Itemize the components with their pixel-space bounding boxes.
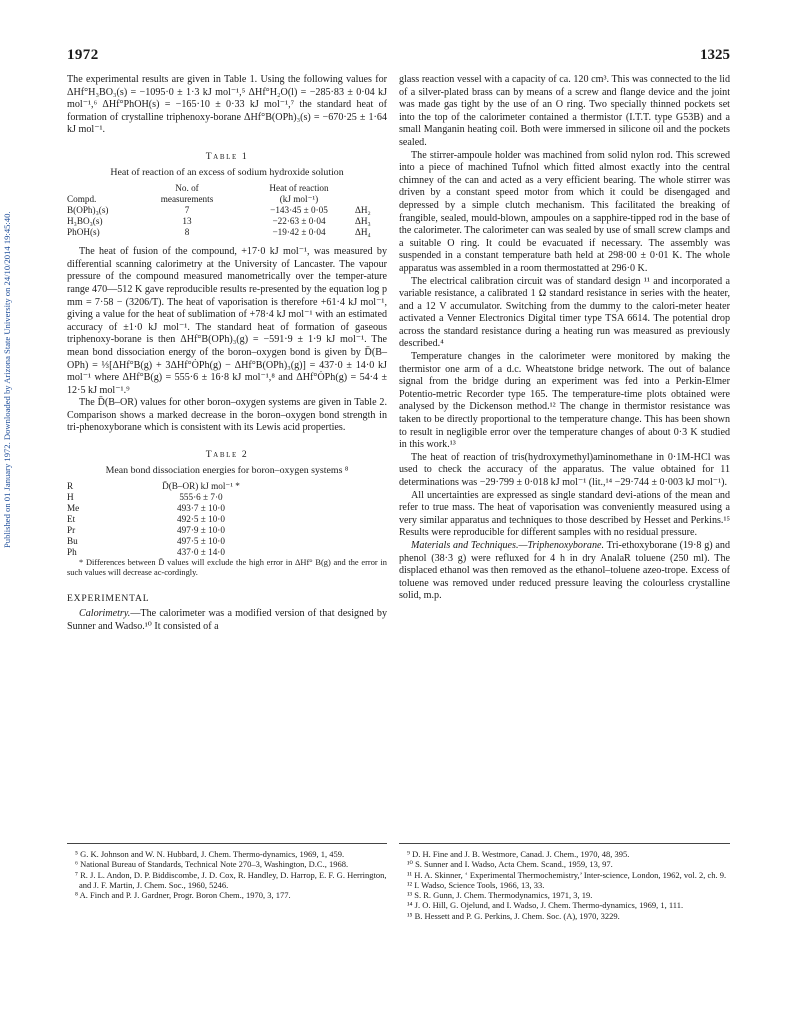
heat-of-fusion-paragraph: The heat of fusion of the compound, +17·0 kJ mol⁻¹, was measured by differential scanning calorimetry at the University of Lancaster. The vapour pressure of the compound measured manometrically over the temper-ature range 470—512 K gave reproducible results re-presented by the equation log p mm = 7·58 − (3206/T). The heat of vaporisation is therefore +61·4 kJ mol⁻¹, giving a value for the heat of sublimation of +78·4 kJ mol⁻¹ with an estimated accuracy of ±1·0 kJ mol⁻¹. The standard heat of formation of gaseous triphenoxy-borane is then ΔHf°B(OPh)₃(g) = −591·9 ± 1·9 kJ mol⁻¹. The mean bond dissociation energy of the boron–oxygen bond is given by D̄(B–OPh) = ⅓[ΔHf°B(g) + 3ΔHf°ȮPh(g) − ΔHf°B(OPh)₃(g)] = 437·0 ± 14·0 kJ mol⁻¹ where ΔHf°B(g) = 555·6 ± 16·8 kJ mol⁻¹,⁸ and ΔHf°ȮPh(g) = 54·4 ± 12·5 kJ mol⁻¹.⁹ xyxy=(67,246,387,396)
calorimetry-paragraph xyxy=(67,608,387,633)
table-row: H₃BO₃(s) 13 −22·63 ± 0·04 ΔH₃ xyxy=(67,216,371,227)
reference-item: ¹⁵ B. Hessett and P. G. Perkins, J. Chem. Soc. (A), 1970, 3229. xyxy=(407,910,620,921)
journal-year: 1972 xyxy=(67,47,99,63)
table-2-footnote: * Differences between D̄ values will exclude the high error in ΔHf° B(g) and the error in such values will decrease ac-cordingly. xyxy=(67,558,387,578)
references-right xyxy=(399,843,730,921)
table-2 xyxy=(67,481,261,558)
materials-lead: Materials and Techniques.—Triphenoxyborane. xyxy=(411,539,604,551)
reference-item: ¹⁰ S. Sunner and I. Wadso, Acta Chem. Scand., 1959, 13, 97. xyxy=(407,859,613,870)
temperature-paragraph: Temperature changes in the calorimeter were monitored by making the thermistor one arm of a d.c. Wheatstone bridge network. The out of balance signal from the bridge during an experiment was fed into a Perkin-Elmer Potentio-metric Recorder type 165. The temperature-time plots obtained were analysed by the Dickenson method.¹² The change in thermistor resistance was taken to be directly proportional to the temperature change. This has been shown to result in negligible error over the temperature changes of about 0·3 K studied in this work.¹³ xyxy=(399,351,730,451)
reference-item: ⁷ R. J. L. Andon, D. P. Biddiscombe, J. D. Cox, R. Handley, D. Harrop, E. F. G. Herrington, and J. F. Martin, J. Chem. Soc., 1960, 5246. xyxy=(75,869,387,890)
table-row: H 555·6 ± 7·0 xyxy=(67,492,223,503)
table-1-title: Heat of reaction of an excess of sodium hydroxide solution xyxy=(110,166,344,178)
reference-item: ⁵ G. K. Johnson and W. N. Hubbard, J. Chem. Thermo-dynamics, 1969, 1, 459. xyxy=(75,849,345,859)
table-row: Bu 497·5 ± 10·0 xyxy=(67,536,225,547)
section-heading: EXPERIMENTAL xyxy=(67,592,150,604)
reference-item: ⁹ D. H. Fine and J. B. Westmore, Canad. J. Chem., 1970, 48, 395. xyxy=(407,849,630,859)
stirrer-paragraph: The stirrer-ampoule holder was machined from solid nylon rod. This screwed into a piece of machined Tufnol which fitted almost exactly into the central chimney of the can and acted as a very efficient bearing. The whole stirrer was driven by a constant speed motor from which it could be disengaged and depressed by a simple clutch mechanism. This facilitated the breaking of frangible, sealed, mould-blown, ampoules on a sapphire-tipped rod in the base of the calorimeter. The calorimeter can was sealed by use of small screw clamps and a suitable O ring. It could be evacuated if necessary. The assembly was suspended in a constant temperature bath held at 298·00 ± 0·01 K. The whole apparatus was assembled in a room thermostatted at 296·0 K. xyxy=(399,149,730,274)
apparatus-paragraph: glass reaction vessel with a capacity of ca. 120 cm³. This was connected to the lid of a silver-plated brass can by means of a screw and flange device and the joint was made gas tight by the use of an O ring. Two specially thinned pockets set into the top of the calorimeter contained a thermistor (I.T.T. type G53B) and a small Manganin heating coil. Both were immersed in silicone oil and the pockets sealed. xyxy=(399,74,730,148)
calibration-paragraph: The electrical calibration circuit was of standard design ¹¹ and incorporated a variable resistance, a calibrated 1 Ω standard resistance in series with the heater, and a 12 V accumulator. Switching from the dummy to the calori-meter heater activated a Venner Electronics Digital timer type TSA 6614. The potential drop across the standard resistance during a heating run was measured as previously described.⁴ xyxy=(399,275,730,350)
reference-item: ⁶ National Bureau of Standards, Technical Note 270–3, Washington, D.C., 1968. xyxy=(75,859,349,870)
table-row: Me 493·7 ± 10·0 xyxy=(67,503,225,514)
calorimetry-text: —The calorimeter was a modified version of that designed by Sunner and Wadso.¹⁰ It consisted of a xyxy=(67,608,387,632)
check-paragraph: The heat of reaction of tris(hydroxymethyl)aminomethane in 0·1M-HCl was used to check the accuracy of the apparatus. The value obtained for 11 determinations was −29·799 ± 0·018 kJ mol⁻¹ (lit.,¹⁴ −29·744 ± 0·003 kJ mol⁻¹). xyxy=(399,451,730,488)
table-header-row: Compd. measurements (kJ mol⁻¹) xyxy=(67,194,319,205)
right-column xyxy=(399,74,730,603)
table-1-label: Table 1 xyxy=(205,150,249,162)
table-row: Et 492·5 ± 10·0 xyxy=(67,514,225,525)
table-2-title: Mean bond dissociation energies for boron–oxygen systems ⁸ xyxy=(105,464,349,476)
left-column xyxy=(67,74,387,633)
table-row: Ph 437·0 ± 14·0 xyxy=(67,547,225,558)
table-header-row: No. of Heat of reaction xyxy=(175,183,329,194)
table-row: B(OPh)₃(s) 7 −143·45 ± 0·05 ΔH₂ xyxy=(67,205,371,216)
table-row: PhOH(s) 8 −19·42 ± 0·04 ΔH₄ xyxy=(67,227,371,238)
download-notice: Published on 01 January 1972. Downloaded by Arizona State University on 24/10/2014 19:45:40. xyxy=(2,211,12,549)
materials-paragraph xyxy=(399,540,730,603)
reference-item: ¹² I. Wadso, Science Tools, 1966, 13, 33. xyxy=(407,879,545,890)
uncertainties-paragraph: All uncertainties are expressed as single standard devi-ations of the mean and refer to true mass. The heat of vaporisation was conveniently measured using a very similar apparatus and techniques to those described by Hesset and Perkins.¹⁵ Results were reproducible for different samples with no residual pressure. xyxy=(399,489,730,539)
table-row: Pr 497·9 ± 10·0 xyxy=(67,525,225,536)
reference-item: ¹⁴ J. O. Hill, G. Ojelund, and I. Wadso, J. Chem. Thermo-dynamics, 1969, 1, 111. xyxy=(407,900,684,911)
table-1 xyxy=(67,183,387,238)
reference-item: ⁸ A. Finch and P. J. Gardner, Progr. Boron Chem., 1970, 3, 177. xyxy=(75,890,291,901)
reference-item: ¹³ S. R. Gunn, J. Chem. Thermodynamics, 1971, 3, 19. xyxy=(407,890,593,901)
calorimetry-lead: Calorimetry. xyxy=(79,608,131,620)
results-paragraph: The experimental results are given in Table 1. Using the following values for ΔHf°H₃BO₃(s) = −1095·0 ± 1·3 kJ mol⁻¹,⁵ ΔHf°H₂O(l) = −285·83 ± 0·04 kJ mol⁻¹,⁶ ΔHf°PhOH(s) = −165·10 ± 0·33 kJ mol⁻¹,⁷ the standard heat of formation of crystalline triphenoxy-borane ΔHf°B(OPh)₃(s) = −670·25 ± 1·64 kJ mol⁻¹. xyxy=(67,74,387,136)
page-number: 1325 xyxy=(700,47,730,63)
table-2-label: Table 2 xyxy=(205,449,249,461)
materials-text: Tri-ethoxyborane (19·8 g) and phenol (38·3 g) were refluxed for 4 h in dry AnalaR toluene (250 ml). The displaced ethanol was then removed as the ethanol–toluene azeo-trope. Excess of toluene was removed under reduced pressure leaving the colourless crystalline solid, m.p. xyxy=(399,539,730,602)
comparison-paragraph: The D̄(B–OR) values for other boron–oxygen systems are given in Table 2. Comparison shows a marked decrease in the boron–oxygen bond strength in tri-phenoxyborane which is consistent with its Lewis acid properties. xyxy=(67,397,387,434)
reference-item: ¹¹ H. A. Skinner, ‘ Experimental Thermochemistry,’ Inter-science, London, 1962, vol. 2, ch. 9. xyxy=(407,869,727,880)
references-left xyxy=(67,843,387,900)
table-header-row: R D̄(B–OR) kJ mol⁻¹ * xyxy=(67,481,240,492)
